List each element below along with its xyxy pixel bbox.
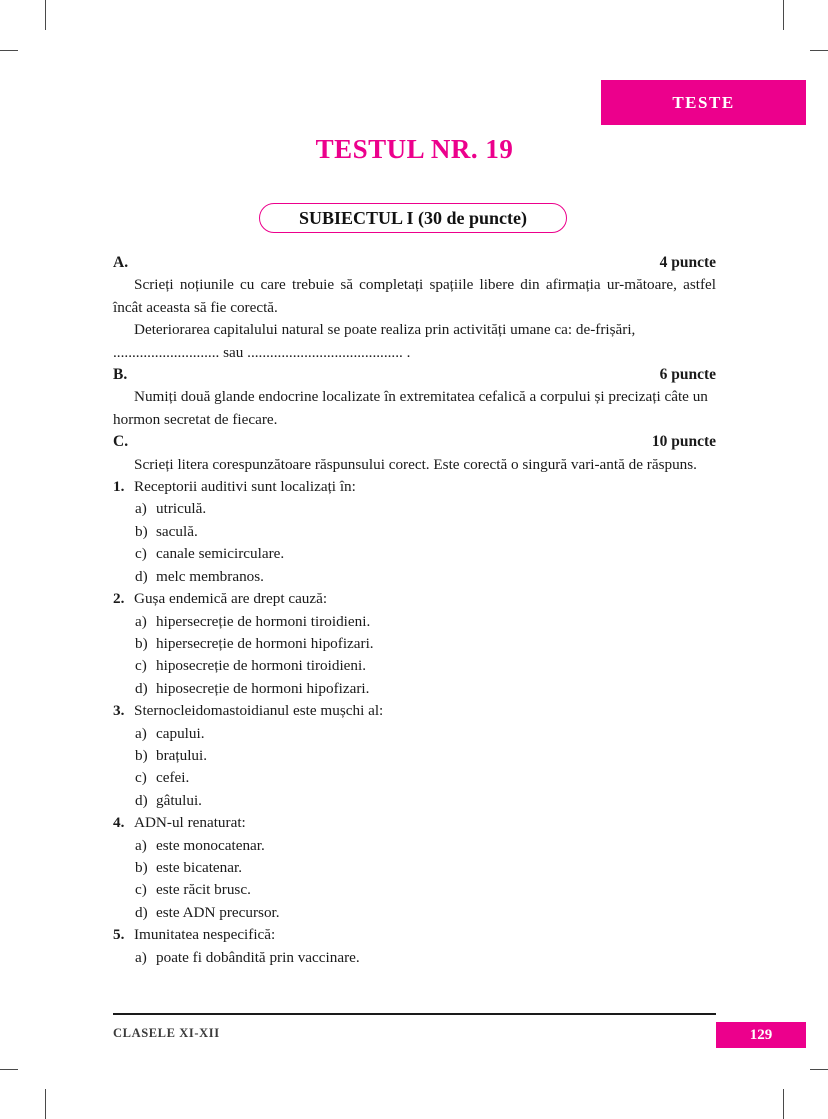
answer-letter: c) xyxy=(135,657,147,675)
answer-option[interactable] xyxy=(113,611,716,633)
page-number-badge: 129 xyxy=(716,1022,806,1048)
question-item xyxy=(113,476,716,588)
subject-heading-label: SUBIECTUL I (30 de puncte) xyxy=(298,207,528,228)
answer-letter: c) xyxy=(135,881,147,899)
section-letter-c: C. xyxy=(113,433,129,451)
answer-text: utriculă. xyxy=(156,500,207,518)
answer-text: este monocatenar. xyxy=(156,836,265,854)
answer-text: melc membranos. xyxy=(156,567,264,585)
question-text: Sternocleidomastoidianul este mușchi al: xyxy=(134,702,384,720)
section-b-paragraph-1: Numiți două glande endocrine localizate în extremitatea cefalică a corpului și precizați câte un hormon secretat de fiecare. xyxy=(113,388,708,428)
question-line xyxy=(113,924,716,946)
question-line xyxy=(113,476,716,498)
section-header-b xyxy=(113,364,716,386)
answer-option[interactable] xyxy=(113,879,716,901)
answer-letter: d) xyxy=(135,567,148,585)
answer-option[interactable] xyxy=(113,543,716,565)
answer-letter: a) xyxy=(135,500,147,518)
section-letter-b: B. xyxy=(113,366,128,384)
answer-text: este bicatenar. xyxy=(156,858,243,876)
answer-options xyxy=(113,947,716,969)
answer-text: capului. xyxy=(156,724,205,742)
answer-letter: b) xyxy=(135,858,148,876)
question-number: 4. xyxy=(113,814,125,832)
footer-class-label: CLASELE XI-XII xyxy=(113,1026,220,1040)
answer-options xyxy=(113,835,716,925)
question-number: 3. xyxy=(113,702,125,720)
subject-heading-box xyxy=(259,203,567,233)
section-points-a: 4 puncte xyxy=(659,254,716,271)
answer-text: este ADN precursor. xyxy=(156,903,280,921)
section-a-paragraph-2: Deteriorarea capitalului natural se poate realiza prin activități umane ca: de-frișări, ............................ sau ......................................... . xyxy=(113,321,636,361)
answer-text: canale semicirculare. xyxy=(156,545,285,563)
answer-text: hipersecreție de hormoni hipofizari. xyxy=(156,634,374,652)
page-title: TESTUL NR. 19 xyxy=(315,134,514,164)
answer-text: poate fi dobândită prin vaccinare. xyxy=(156,948,360,966)
answer-text: hiposecreție de hormoni tiroidieni. xyxy=(156,657,367,675)
answer-options xyxy=(113,723,716,813)
question-line xyxy=(113,700,716,722)
answer-text: hipersecreție de hormoni tiroidieni. xyxy=(156,612,371,630)
answer-option[interactable] xyxy=(113,947,716,969)
answer-text: este răcit brusc. xyxy=(156,881,251,899)
answer-letter: a) xyxy=(135,948,147,966)
answer-letter: a) xyxy=(135,724,147,742)
section-points-c: 10 puncte xyxy=(651,433,716,451)
answer-letter: d) xyxy=(135,903,148,921)
document-body xyxy=(113,252,716,969)
answer-option[interactable] xyxy=(113,790,716,812)
answer-option[interactable] xyxy=(113,835,716,857)
answer-letter: a) xyxy=(135,836,147,854)
answer-option[interactable] xyxy=(113,723,716,745)
footer-divider xyxy=(113,1013,716,1015)
answer-text: cefei. xyxy=(156,769,190,787)
answer-option[interactable] xyxy=(113,498,716,520)
answer-letter: d) xyxy=(135,791,148,809)
question-line xyxy=(113,812,716,834)
answer-option[interactable] xyxy=(113,745,716,767)
answer-option[interactable] xyxy=(113,678,716,700)
answer-text: gâtului. xyxy=(156,791,202,809)
answer-letter: b) xyxy=(135,522,148,540)
answer-letter: b) xyxy=(135,634,148,652)
answer-option[interactable] xyxy=(113,857,716,879)
answer-options xyxy=(113,498,716,588)
answer-text: brațului. xyxy=(156,746,208,764)
question-number: 2. xyxy=(113,590,125,608)
question-item xyxy=(113,924,716,969)
answer-letter: d) xyxy=(135,679,148,697)
answer-text: saculă. xyxy=(156,522,198,540)
answer-option[interactable] xyxy=(113,655,716,677)
question-line xyxy=(113,588,716,610)
answer-option[interactable] xyxy=(113,902,716,924)
question-number: 1. xyxy=(113,478,125,496)
question-item xyxy=(113,588,716,700)
questions-list xyxy=(113,476,716,969)
question-text: Gușa endemică are drept cauză: xyxy=(134,590,328,608)
section-letter-a: A. xyxy=(113,254,129,271)
answer-letter: c) xyxy=(135,545,147,563)
answer-options xyxy=(113,611,716,701)
question-text: Imunitatea nespecifică: xyxy=(134,926,276,944)
question-item xyxy=(113,700,716,812)
question-number: 5. xyxy=(113,926,125,944)
answer-text: hiposecreție de hormoni hipofizari. xyxy=(156,679,370,697)
answer-letter: b) xyxy=(135,746,148,764)
answer-option[interactable] xyxy=(113,633,716,655)
section-header-a xyxy=(113,252,716,274)
section-tab-teste xyxy=(601,80,806,125)
answer-option[interactable] xyxy=(113,566,716,588)
question-text: ADN-ul renaturat: xyxy=(134,814,246,832)
section-header-c xyxy=(113,431,716,453)
section-c-paragraph-1: Scrieți litera corespunzătoare răspunsului corect. Este corectă o singură vari-antă de răspuns. xyxy=(134,455,697,473)
question-item xyxy=(113,812,716,924)
section-tab-label: TESTE xyxy=(672,92,735,112)
answer-letter: c) xyxy=(135,769,147,787)
question-text: Receptorii auditivi sunt localizați în: xyxy=(134,478,356,496)
answer-letter: a) xyxy=(135,612,147,630)
section-a-paragraph-1: Scrieți noțiunile cu care trebuie să completați spațiile libere din afirmația ur-mătoare, astfel încât aceasta să fie corectă. xyxy=(113,276,716,316)
answer-option[interactable] xyxy=(113,767,716,789)
answer-option[interactable] xyxy=(113,521,716,543)
section-points-b: 6 puncte xyxy=(659,366,716,384)
